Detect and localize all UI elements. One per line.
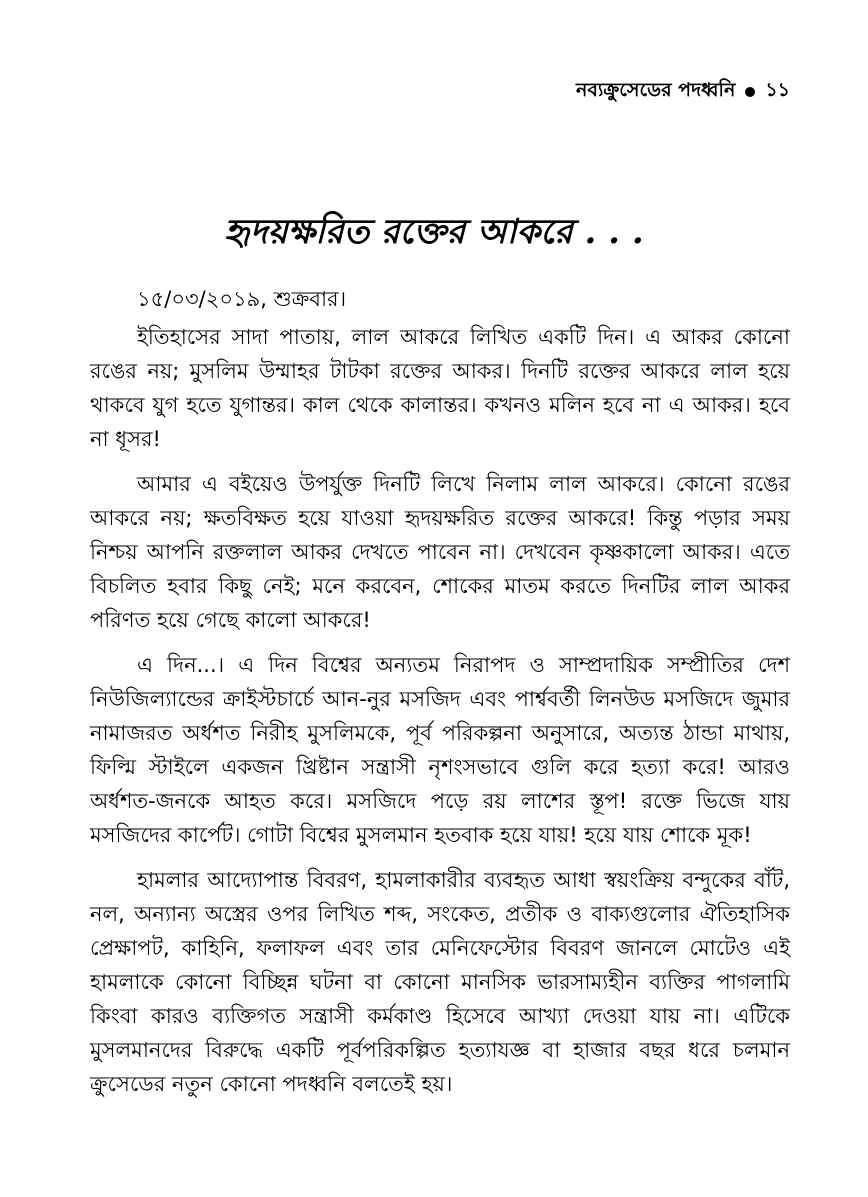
paragraph-1: ইতিহাসের সাদা পাতায়, লাল আকরে লিখিত একটি দিন। এ আকর কোনো রঙের নয়; মুসলিম উম্মাহর টাটকা রক্তের আকর। দিনটি রক্তের আকরে লাল হয়ে থাকবে যুগ হতে যুগান্তর। কাল থেকে কালান্তর। কখনও মলিন হবে না এ আকর। হবে না ধূসর! <box>90 325 790 451</box>
paragraph-3: এ দিন...। এ দিন বিশ্বের অন্যতম নিরাপদ ও সাম্প্রদায়িক সম্প্রীতির দেশ নিউজিল্যান্ডের ক্রাইস্টচার্চে আন-নুর মসজিদ এবং পার্শ্ববর্তী লিনউড মসজিদে জুমার নামাজরত অর্ধশত নিরীহ মুসলিমকে, পূর্ব পরিকল্পনা অনুসারে, অত্যন্ত ঠান্ডা মাথায়, ফিল্মি স্টাইলে একজন খ্রিষ্টান সন্ত্রাসী নৃশংসভাবে গুলি করে হত্যা করে! আরও অর্ধশত-জনকে আহত করে। মসজিদে পড়ে রয় লাশের স্তূপ! রক্তে ভিজে যায় মসজিদের কার্পেট। গোটা বিশ্বের মুসলমান হতবাক হয়ে যায়! হয়ে যায় শোকে মূক! <box>90 653 790 847</box>
paragraph-4: হামলার আদ্যোপান্ত বিবরণ, হামলাকারীর ব্যবহৃত আধা স্বয়ংক্রিয় বন্দুকের বাঁট, নল, অন্যান্য অস্ত্রের ওপর লিখিত শব্দ, সংকেত, প্রতীক ও বাক্যগুলোর ঐতিহাসিক প্রেক্ষাপট, কাহিনি, ফলাফল এবং তার মেনিফেস্টোর বিবরণ জানলে মোটেও এই হামলাকে কোনো বিচ্ছিন্ন ঘটনা বা কোনো মানসিক ভারসাম্যহীন ব্যক্তির পাগলামি কিংবা কারও ব্যক্তিগত সন্ত্রাসী কর্মকাণ্ড হিসেবে আখ্যা দেওয়া যায় না। এটিকে মুসলমানদের বিরুদ্ধে একটি পূর্বপরিকল্পিত হত্যাযজ্ঞ বা হাজার বছর ধরে চলমান ক্রুসেডের নতুন কোনো পদধ্বনি বলতেই হয়। <box>90 868 790 1096</box>
paragraph-2: আমার এ বইয়েও উপর্যুক্ত দিনটি লিখে নিলাম লাল আকরে। কোনো রঙের আকরে নয়; ক্ষতবিক্ষত হয়ে যাওয়া হৃদয়ক্ষরিত রক্তের আকরে! কিন্তু পড়ার সময় নিশ্চয় আপনি রক্তলাল আকর দেখতে পাবেন না। দেখবেন কৃষ্ণকালো আকর। এতে বিচলিত হবার কিছু নেই; মনে করবেন, শোকের মাতম করতে দিনটির লাল আকর পরিণত হয়ে গেছে কালো আকরে! <box>90 472 790 632</box>
running-title: নব্যক্রুসেডের পদধ্বনি <box>575 79 736 101</box>
page-number: ১১ <box>765 79 790 101</box>
date-line: ১৫/০৩/২০১৯, শুক্রবার। <box>137 287 347 311</box>
chapter-title: হৃদয়ক্ষরিত রক্তের আকরে . . . <box>224 212 644 252</box>
body-text <box>90 282 790 1112</box>
bullet-separator <box>745 87 755 97</box>
running-header <box>576 76 790 108</box>
